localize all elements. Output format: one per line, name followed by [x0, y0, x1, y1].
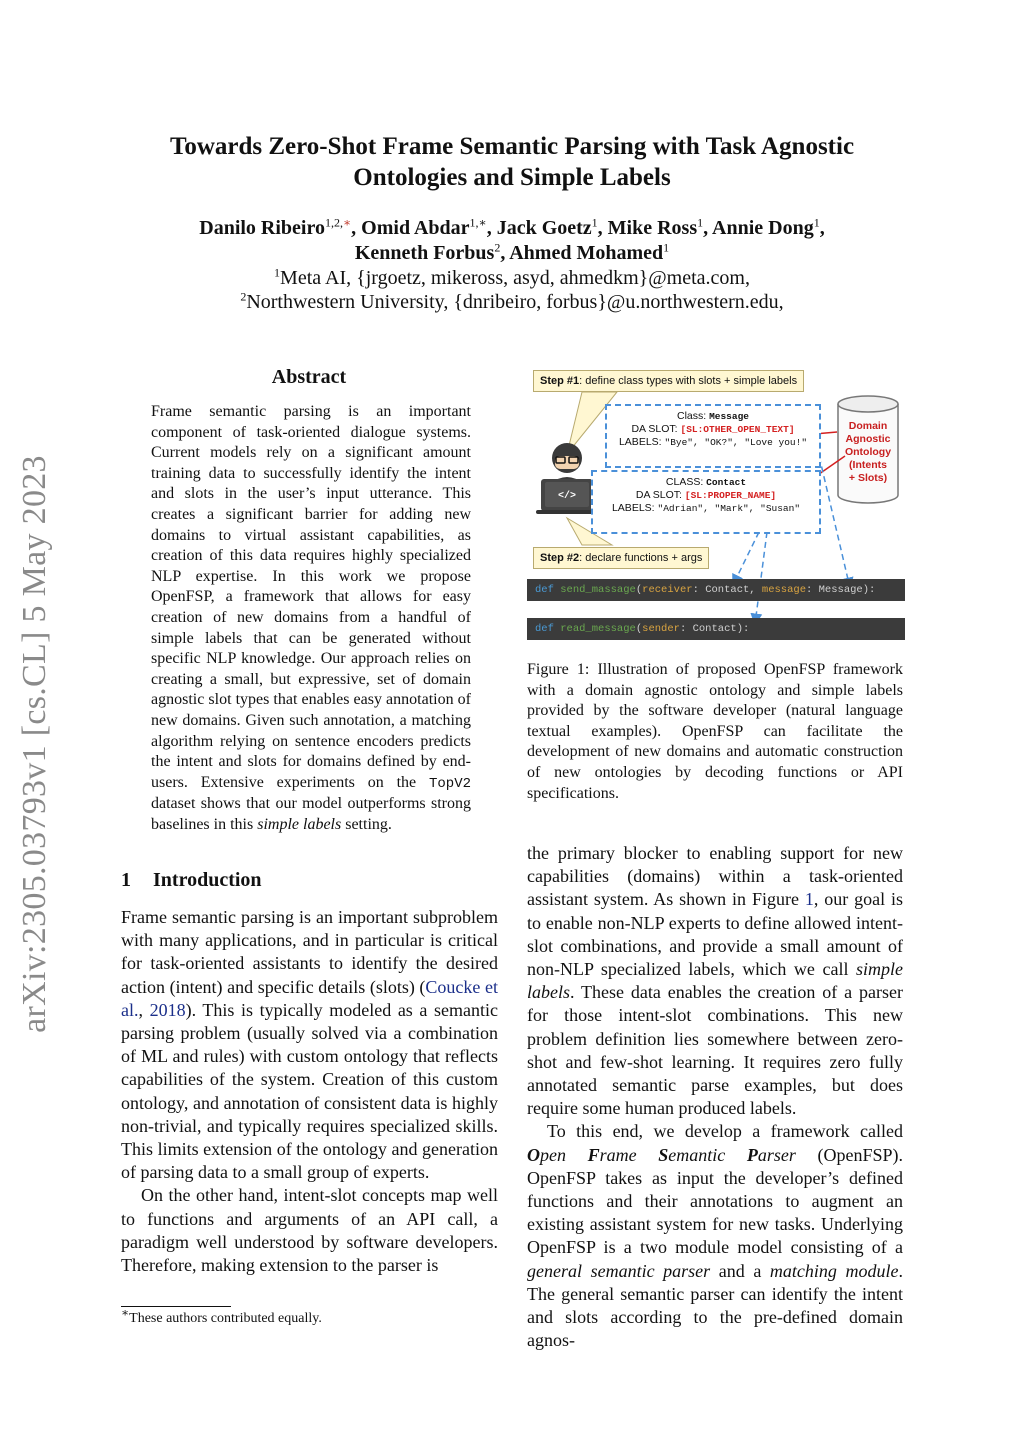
- section-heading: 1 Introduction: [121, 869, 262, 891]
- paragraph: the primary blocker to enabling support for new capabilities (domains) within a task-oriented assistant system. As shown in Figure 1, our goal is to enable non-NLP experts to define allowed intent-slot combinations, and provide a small amount of non-NLP specialized labels, which we call simple labels. These data enables the creation of a parser for those intent-slot combinations. This new problem definition lies somewhere between zero-shot and few-shot learning. It requires zero fully annotated semantic parse examples, but does require some human produced labels.: [527, 843, 903, 1119]
- arrow-contact-to-sender: [755, 532, 767, 624]
- author: Annie Dong$^1$: [712, 215, 820, 239]
- class-contact-box: CLASS: Contact DA SLOT: [SL:PROPER_NAME] LABELS: "Adrian", "Mark", "Susan": [591, 470, 821, 534]
- laptop-glyph: </>: [557, 491, 577, 502]
- code-send-message: def send_massage(receiver: Contact, message: Message):: [527, 579, 905, 601]
- developer-icon: [536, 443, 598, 514]
- figure-caption: Figure 1: Illustration of proposed OpenFSP framework with a domain agnostic ontology and simple labels provided by the software developer (natural language textual examples). OpenFSP can facilitate the development of new domains and automatic construction of new ontologies by decoding functions or API specifications.: [527, 661, 904, 802]
- arxiv-id: arXiv:2305.03793v1 [cs.CL] 5 May 2023: [16, 455, 53, 1033]
- step2-callout: Step #2: declare functions + args: [533, 547, 709, 569]
- citation-link[interactable]: Coucke et al.: [121, 976, 498, 1020]
- figure-1: </> Step #1: define class types with slots + simple labels Class: Message DA SLOT: [SL:OTHER_OPEN_TEXT] LABELS: "Bye", "OK?", "Love you!" CLASS: Contact DA SLOT: [SL:PROPER_NAME] LABELS: "Adrian", "Mark", "Susan" Domain Agnostic Ontology (Intents + Slots) Step #2: declare functions + args def send_massage(receiver: Contact, message: Message): def read_message(sender: Contact):: [527, 362, 905, 652]
- author: Kenneth Forbus$^2$: [354, 240, 501, 264]
- footnote: ∗These authors contributed equally.: [121, 1305, 322, 1326]
- dataset-name: TopV2: [429, 775, 472, 792]
- abstract-body: Frame semantic parsing is an important component of task-oriented dialogue systems. Current models rely on a significant amount training data to successfully identify the intent and slots in the user’s input utterance. This creates a significant barrier for adding new domains to virtual assistant capabilities, as creation of this data requires highly specialized NLP expertise. In this work we propose OpenFSP, a framework that allows for easy creation of new domains from a handful of simple labels that can be generated without specific NLP knowledge. Our approach relies on creating a small, but expressive, set of domain agnostic slot types that enables easy annotation of new domains. Given such annotation, a matching algorithm relying on sentence encoders predicts the intent and slots for domains defined by end-users. Extensive experiments on the TopV2 dataset shows that our model outperforms strong baselines in this simple labels setting.: [151, 403, 472, 833]
- class-message-box: Class: Message DA SLOT: [SL:OTHER_OPEN_TEXT] LABELS: "Bye", "OK?", "Love you!": [605, 404, 821, 468]
- footnote-rule: [121, 1306, 231, 1307]
- author: Jack Goetz$^1$: [496, 215, 598, 239]
- author: Danilo Ribeiro$^{1,2,∗}$: [199, 215, 352, 239]
- arrow-contact-to-receiver: [733, 532, 759, 585]
- affiliation-1: $^1$Meta AI, {jrgoetz, mikeross, asyd, ahmedkm}@meta.com,: [274, 265, 750, 289]
- intro-text: [121, 906, 498, 1277]
- paper-title: Towards Zero-Shot Frame Semantic Parsing with Task Agnostic Ontologies and Simple Labels: [169, 133, 855, 191]
- citation-year-link[interactable]: 2018: [149, 999, 186, 1020]
- abstract-heading: Abstract: [271, 366, 347, 388]
- paragraph: On the other hand, intent-slot concepts map well to functions and arguments of an API call, a paradigm well understood by software developers. Therefore, making extension to the parser is: [121, 1185, 498, 1276]
- affiliation-2: $^2$Northwestern University, {dnribeiro, forbus}@u.northwestern.edu,: [240, 289, 784, 313]
- paragraph: Frame semantic parsing is an important subproblem with many applications, and in particular is critical for task-oriented assistants to identify the desired action (intent) and specific details (slots) (Coucke et al., 2018). This is typically modeled as a semantic parsing problem (usually solved via a combination of ML and rules) with custom ontology that reflects capabilities of the system. Creation of this custom ontology, and annotation of consistent data is highly non-trivial, and typically requires specialized skills. This limits extension of the ontology and generation of parsing data to a small group of experts.: [121, 907, 499, 1183]
- right-column-text: [527, 842, 903, 1352]
- step1-callout: Step #1: define class types with slots + simple labels: [533, 370, 804, 392]
- arxiv-stamp: [2, 445, 68, 1043]
- code-read-message: def read_message(sender: Contact):: [527, 618, 905, 640]
- figure-ref-link[interactable]: 1: [804, 889, 814, 910]
- author: Omid Abdar$^{1,∗}$: [361, 215, 487, 239]
- author-list: Danilo Ribeiro$^{1,2,∗}$, Omid Abdar$^{1,∗}$, Jack Goetz$^1$, Mike Ross$^1$, Annie Dong$^1$, Kenneth Forbus$^2$, Ahmed Mohamed$^1$: [199, 215, 825, 264]
- author: Ahmed Mohamed$^1$: [509, 240, 670, 264]
- paragraph: To this end, we develop a framework called Open Frame Semantic Parser (OpenFSP). OpenFSP takes as input the developer’s defined functions and their annotations to augment an existing assistant system for new tasks. Underlying OpenFSP is a two module model consisting of a general semantic parser and a matching module. The general semantic parser can identify the intent and slots according to the pre-defined domain agnos-: [527, 1121, 903, 1351]
- author: Mike Ross$^1$: [607, 215, 704, 239]
